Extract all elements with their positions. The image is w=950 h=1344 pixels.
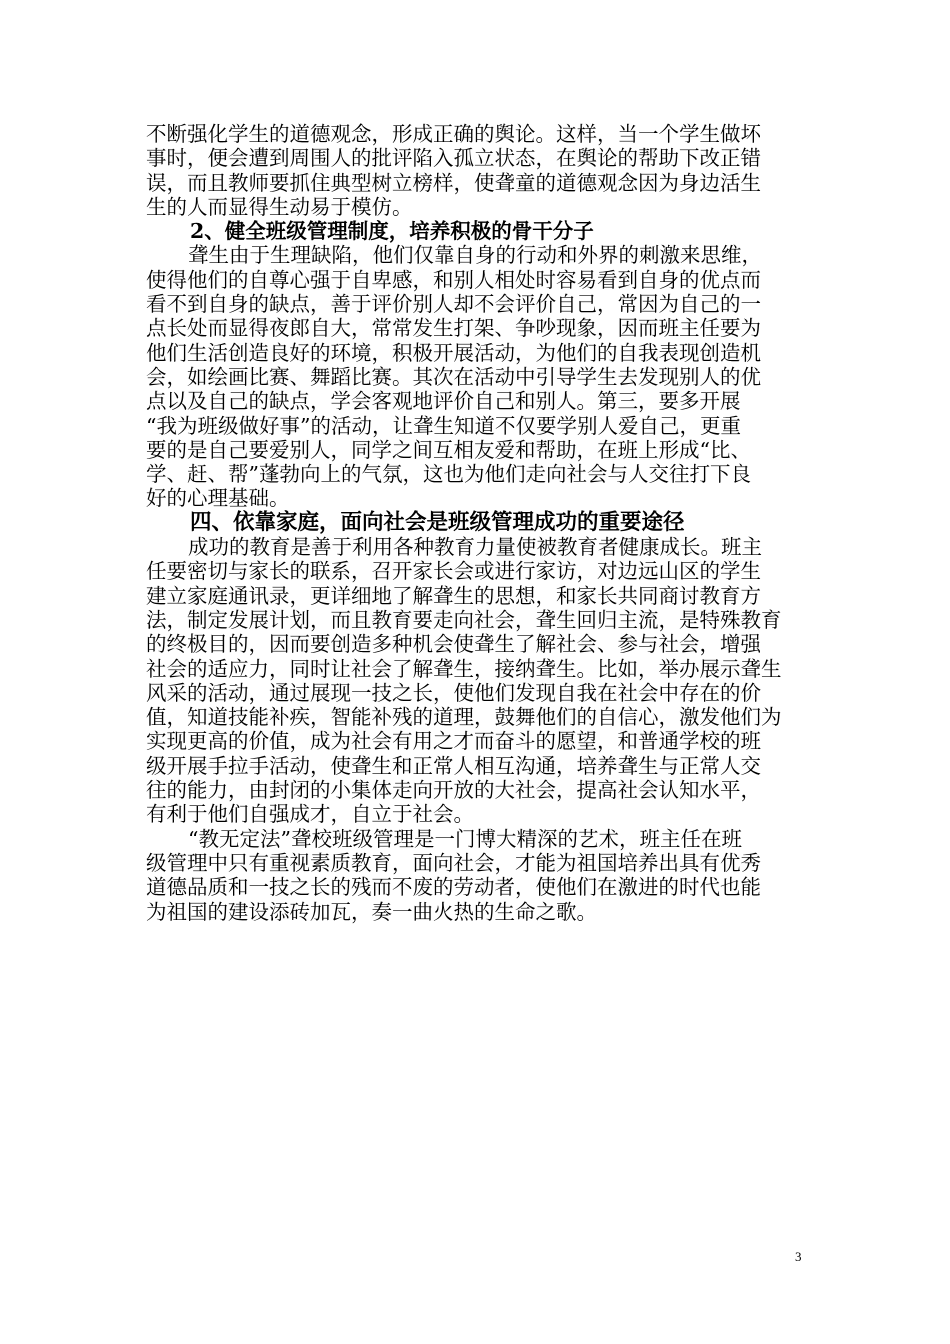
text-line: 好的心理基础。 <box>146 486 290 511</box>
section-heading-2: 2、健全班级管理制度，培养积极的骨干分子 <box>190 219 594 244</box>
text-line: 值，知道技能补疾，智能补残的道理，鼓舞他们的自信心，激发他们为 <box>146 705 782 730</box>
text-line: 成功的教育是善于利用各种教育力量使被教育者健康成长。班主 <box>188 535 762 560</box>
text-line: 道德品质和一技之长的残而不废的劳动者，使他们在激进的时代也能 <box>146 875 761 900</box>
text-line: 聋生由于生理缺陷，他们仅靠自身的行动和外界的刺激来思维， <box>188 243 762 268</box>
text-line: 点以及自己的缺点，学会客观地评价自己和别人。第三，要多开展 <box>146 389 741 414</box>
text-line: 会，如绘画比赛、舞蹈比赛。其次在活动中引导学生去发现别人的优 <box>146 364 761 389</box>
text-line: 要的是自己要爱别人，同学之间互相友爱和帮助，在班上形成“比、 <box>146 437 751 462</box>
text-line: 实现更高的价值，成为社会有用之才而奋斗的愿望，和普通学校的班 <box>146 729 761 754</box>
text-line: 生的人而显得生动易于模仿。 <box>146 194 413 219</box>
text-line: 风采的活动，通过展现一技之长，使他们发现自我在社会中存在的价 <box>146 680 761 705</box>
section-heading-4: 四、依靠家庭，面向社会是班级管理成功的重要途径 <box>190 509 685 535</box>
text-line: 任要密切与家长的联系，召开家长会或进行家访，对边远山区的学生 <box>146 559 761 584</box>
text-line: 的终极目的，因而要创造多种机会使聋生了解社会、参与社会，增强 <box>146 632 761 657</box>
text-line: 学、赶、帮”蓬勃向上的气氛，这也为他们走向社会与人交往打下良 <box>146 462 751 487</box>
text-line: 法，制定发展计划，而且教育要走向社会，聋生回归主流，是特殊教育 <box>146 607 782 632</box>
text-line: 不断强化学生的道德观念，形成正确的舆论。这样，当一个学生做坏 <box>146 122 761 146</box>
page-number: 3 <box>795 1249 802 1264</box>
text-line: 有利于他们自强成才，自立于社会。 <box>146 802 474 827</box>
text-line: “我为班级做好事”的活动，让聋生知道不仅要学别人爱自己，更重 <box>146 413 741 438</box>
text-line: 点长处而显得夜郎自大，常常发生打架、争吵现象，因而班主任要为 <box>146 316 761 341</box>
text-line: 为祖国的建设添砖加瓦，奏一曲火热的生命之歌。 <box>146 899 597 924</box>
text-line: 往的能力，由封闭的小集体走向开放的大社会，提高社会认知水平， <box>146 778 761 803</box>
text-line: 误，而且教师要抓住典型树立榜样，使聋童的道德观念因为身边活生 <box>146 170 761 195</box>
text-line: 级管理中只有重视素质教育，面向社会，才能为祖国培养出具有优秀 <box>146 850 761 875</box>
text-line: 看不到自身的缺点，善于评价别人却不会评价自己，常因为自己的一 <box>146 292 761 317</box>
text-line: 建立家庭通讯录，更详细地了解聋生的思想，和家长共同商讨教育方 <box>146 583 761 608</box>
document-body <box>146 122 808 924</box>
text-line: 事时，便会遭到周围人的批评陷入孤立状态，在舆论的帮助下改正错 <box>146 146 761 171</box>
text-line: 他们生活创造良好的环境，积极开展活动，为他们的自我表现创造机 <box>146 340 761 365</box>
text-line: 级开展手拉手活动，使聋生和正常人相互沟通，培养聋生与正常人交 <box>146 753 761 778</box>
text-line: “教无定法”聋校班级管理是一门博大精深的艺术，班主任在班 <box>188 826 742 851</box>
text-line: 社会的适应力，同时让社会了解聋生，接纳聋生。比如，举办展示聋生 <box>146 656 782 681</box>
text-line: 使得他们的自尊心强于自卑感，和别人相处时容易看到自身的优点而 <box>146 267 761 292</box>
